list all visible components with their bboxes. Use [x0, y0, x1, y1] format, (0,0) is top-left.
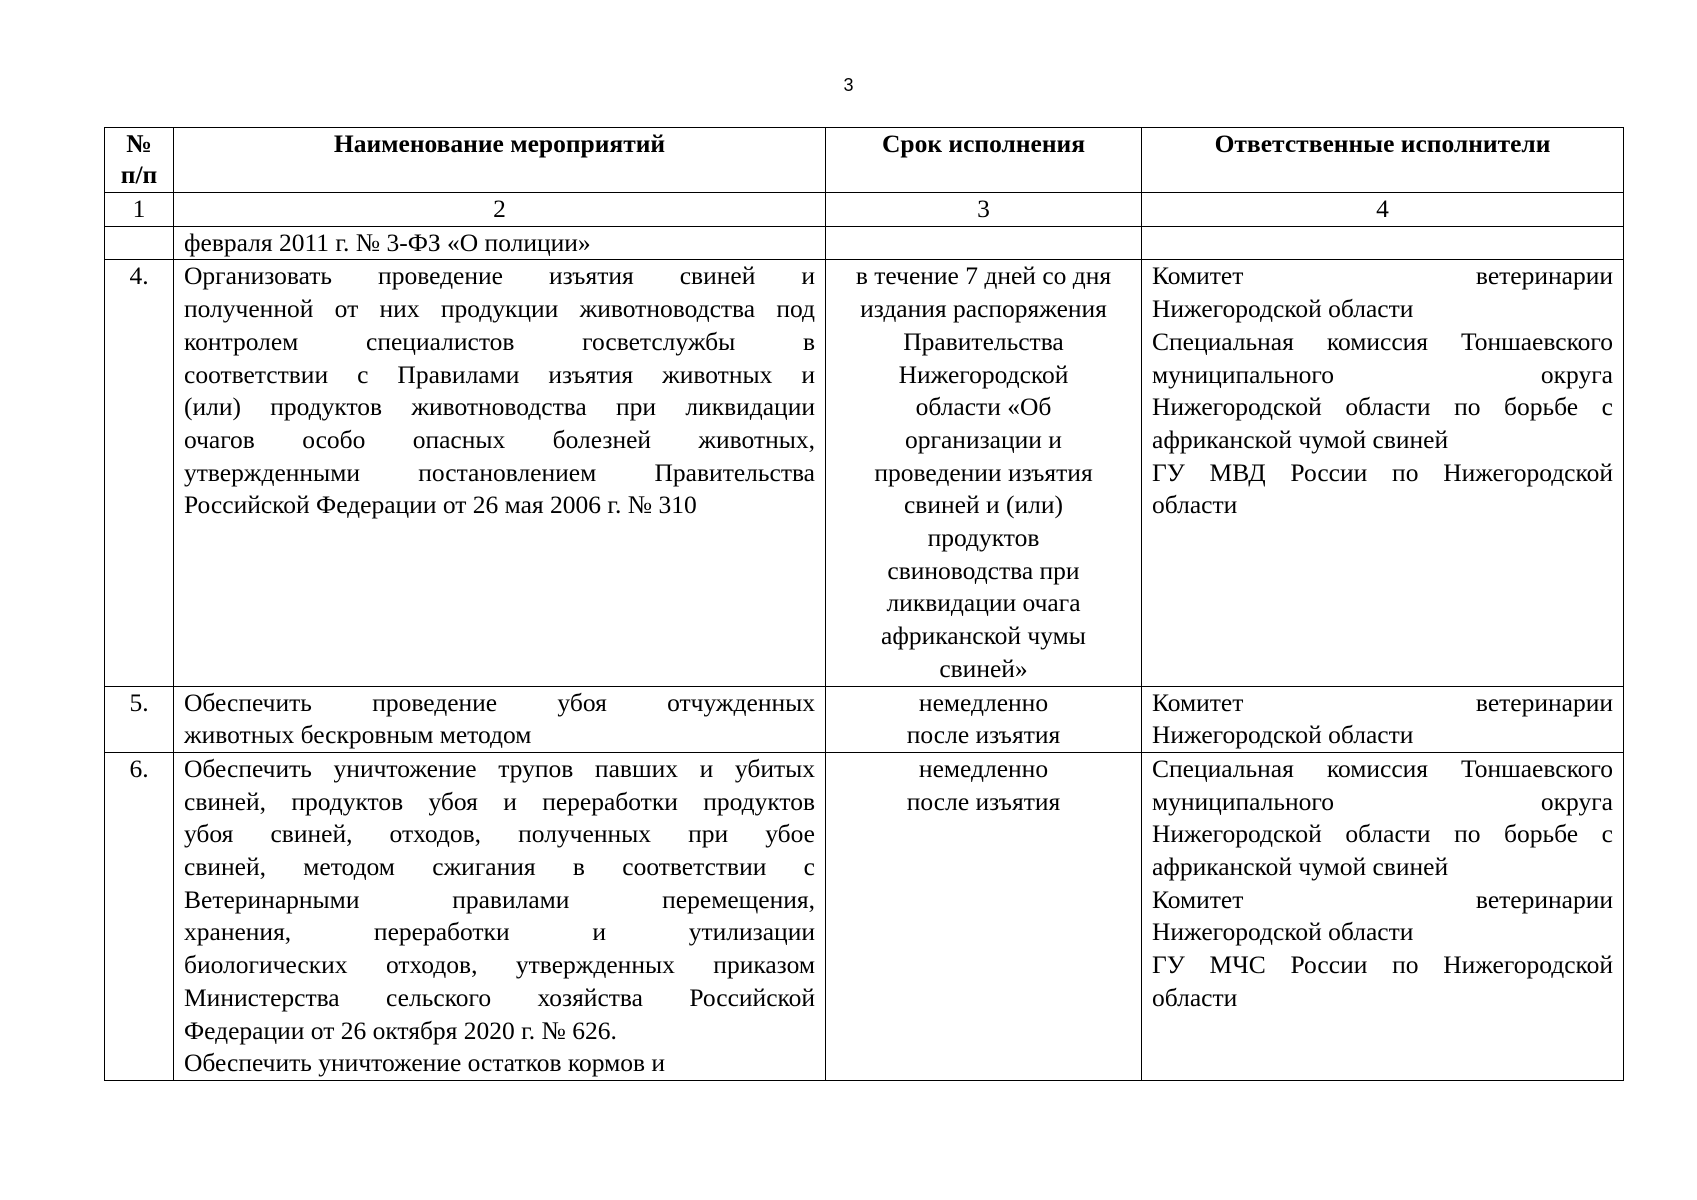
header-col-term: Срок исполнения	[826, 128, 1142, 193]
responsible	[1142, 260, 1624, 686]
responsible-line: Комитет ветеринарии	[1152, 687, 1613, 717]
responsible-line: области	[1152, 490, 1238, 520]
responsible-line: муниципального округа	[1152, 359, 1613, 389]
measure-name-line: Федерации от 26 октября 2020 г. № 626.	[184, 1015, 617, 1045]
deadline-line: после изъятия	[906, 786, 1061, 816]
measure-name-line: Обеспечить уничтожение остатков кормов и	[184, 1048, 666, 1078]
measure-name-line: утвержденными постановлением Правительства	[184, 457, 815, 487]
column-number-4: 4	[1142, 193, 1624, 227]
measure-name-line: (или) продуктов животноводства при ликвидации	[184, 392, 815, 422]
measure-name-line: Обеспечить уничтожение трупов павших и убитых	[184, 753, 815, 783]
table-row	[105, 260, 1624, 686]
deadline-line: африканской чумы	[881, 621, 1086, 651]
header-number-abbr: п/п	[120, 160, 158, 189]
column-number-3: 3	[826, 193, 1142, 227]
measure-name-line: Министерства сельского хозяйства Российской	[184, 982, 815, 1012]
header-number-sign: №	[126, 129, 152, 158]
deadline-line: организации и	[905, 424, 1062, 454]
responsible-line: африканской чумой свиней	[1152, 424, 1449, 454]
responsible-line: африканской чумой свиней	[1152, 852, 1449, 882]
row-number: 5.	[105, 686, 174, 752]
deadline	[826, 260, 1142, 686]
row-number: 4.	[105, 260, 174, 686]
deadline-line: продуктов	[927, 523, 1040, 553]
table-row	[105, 226, 1624, 260]
measure-name-line: контролем специалистов госветслужбы в	[184, 326, 815, 356]
responsible-line: Комитет ветеринарии	[1152, 261, 1613, 291]
measure-name-line: очагов особо опасных болезней животных,	[184, 424, 815, 454]
deadline-line: после изъятия	[906, 720, 1061, 750]
measure-name-line: биологических отходов, утвержденных приказом	[184, 950, 815, 980]
measure-name-line: Обеспечить проведение убоя отчужденных	[184, 687, 815, 717]
table-row	[105, 752, 1624, 1080]
measure-name-line: Организовать проведение изъятия свиней и	[184, 261, 815, 291]
deadline-line: свиноводства при	[887, 555, 1080, 585]
deadline-line: ликвидации очага	[886, 588, 1081, 618]
column-numbers-row	[105, 193, 1624, 227]
measure-name	[174, 260, 826, 686]
responsible-line: Специальная комиссия Тоншаевского	[1152, 753, 1613, 783]
measure-name-line: убоя свиней, отходов, полученных при убое	[184, 819, 815, 849]
measure-name-line: февраля 2011 г. № 3-ФЗ «О полиции»	[184, 227, 591, 257]
deadline	[826, 226, 1142, 260]
responsible-line: Нижегородской области	[1152, 294, 1414, 324]
responsible-line: области	[1152, 982, 1238, 1012]
deadline	[826, 686, 1142, 752]
table-row	[105, 686, 1624, 752]
row-number	[105, 226, 174, 260]
deadline-line: свиней и (или)	[903, 490, 1063, 520]
measure-name-line: свиней, продуктов убоя и переработки продуктов	[184, 786, 815, 816]
column-number-2: 2	[174, 193, 826, 227]
measure-name	[174, 226, 826, 260]
page-number: 3	[843, 75, 854, 95]
measure-name-line: Российской Федерации от 26 мая 2006 г. № 310	[184, 490, 697, 520]
header-col-name: Наименование мероприятий	[174, 128, 826, 193]
measure-name-line: полученной от них продукции животноводства под	[184, 294, 815, 324]
responsible-line: Специальная комиссия Тоншаевского	[1152, 326, 1613, 356]
measure-name-line: хранения, переработки и утилизации	[184, 917, 815, 947]
deadline-line: области «Об	[915, 392, 1052, 422]
responsible-line: Нижегородской области	[1152, 720, 1414, 750]
measure-name	[174, 686, 826, 752]
deadline	[826, 752, 1142, 1080]
deadline-line: в течение 7 дней со дня	[855, 261, 1112, 291]
deadline-line: издания распоряжения	[860, 294, 1107, 324]
responsible-line: Нижегородской области по борьбе с	[1152, 819, 1613, 849]
deadline-line: Правительства	[903, 326, 1064, 356]
header-col-responsible: Ответственные исполнители	[1142, 128, 1624, 193]
deadline-line: немедленно	[918, 753, 1049, 783]
measure-name-line: Ветеринарными правилами перемещения,	[184, 884, 815, 914]
row-number: 6.	[105, 752, 174, 1080]
responsible-line: ГУ МЧС России по Нижегородской	[1152, 950, 1613, 980]
deadline-line: немедленно	[918, 687, 1049, 717]
responsible-line: Нижегородской области	[1152, 917, 1414, 947]
responsible	[1142, 226, 1624, 260]
table-header	[105, 128, 1624, 193]
responsible-line: Комитет ветеринарии	[1152, 884, 1613, 914]
measure-name-line: соответствии с Правилами изъятия животных и	[184, 359, 815, 389]
responsible-line: муниципального округа	[1152, 786, 1613, 816]
measures-table	[104, 127, 1624, 1081]
responsible	[1142, 752, 1624, 1080]
deadline-line: свиней»	[939, 653, 1028, 683]
column-number-1: 1	[105, 193, 174, 227]
measure-name-line: свиней, методом сжигания в соответствии с	[184, 852, 815, 882]
responsible-line: ГУ МВД России по Нижегородской	[1152, 457, 1613, 487]
deadline-line: проведении изъятия	[874, 457, 1093, 487]
responsible-line: Нижегородской области по борьбе с	[1152, 392, 1613, 422]
responsible	[1142, 686, 1624, 752]
deadline-line: Нижегородской	[898, 359, 1069, 389]
header-col-number	[105, 128, 174, 193]
measure-name-line: животных бескровным методом	[184, 720, 532, 750]
measure-name	[174, 752, 826, 1080]
